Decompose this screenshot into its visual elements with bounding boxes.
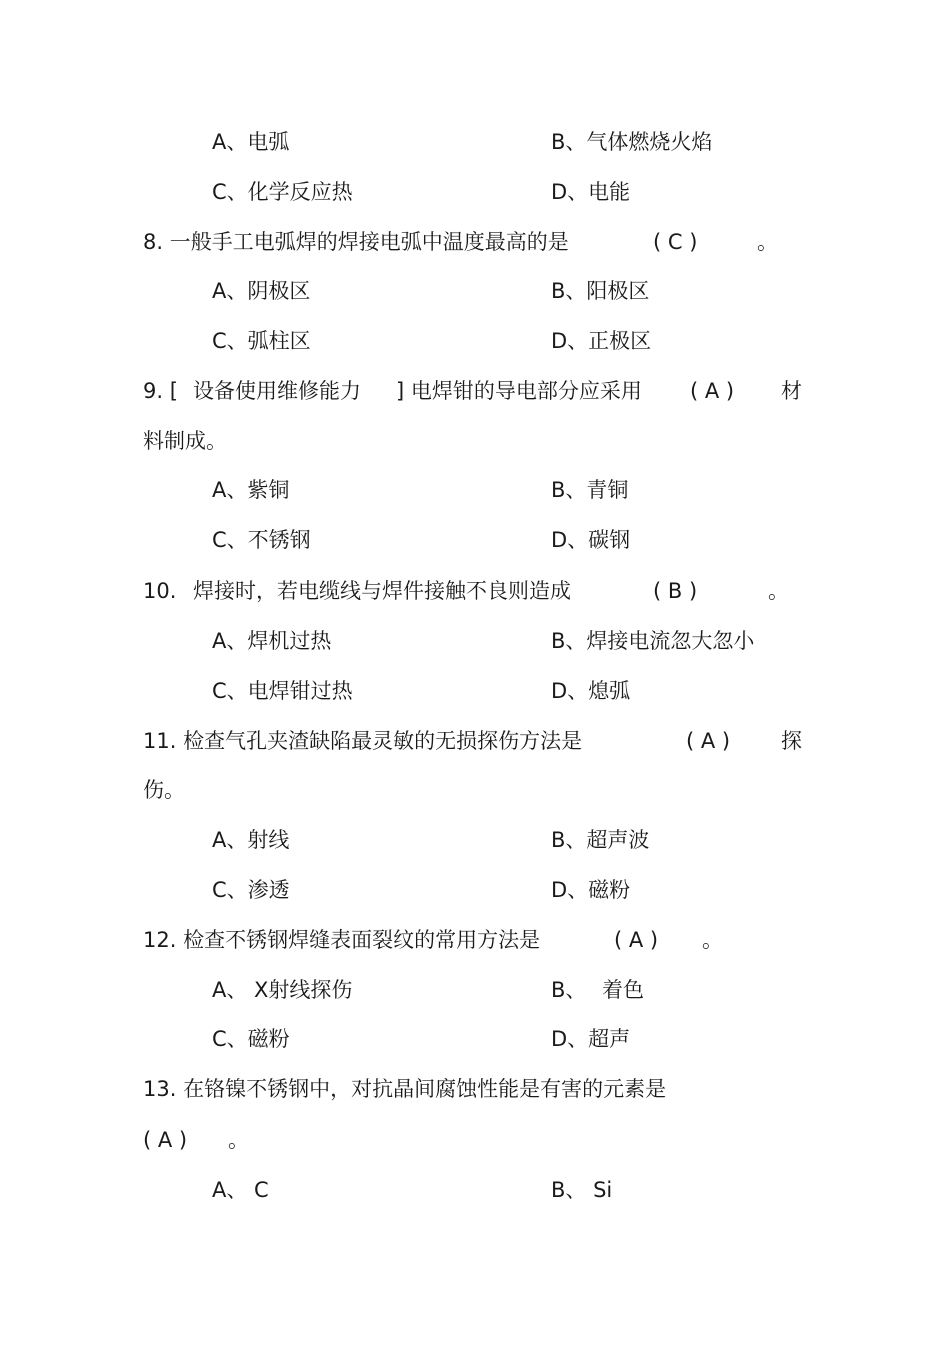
- text-line: 。: [702, 928, 723, 952]
- text-line: C、化学反应热: [212, 180, 353, 204]
- text-line: B、青铜: [551, 478, 629, 502]
- text-line: A、电弧: [212, 130, 290, 154]
- text-line: C、渗透: [212, 878, 290, 902]
- text-line: ] 电焊钳的导电部分应采用: [396, 379, 642, 403]
- text-line: A、紫铜: [212, 478, 290, 502]
- text-line: 13. 在铬镍不锈钢中，对抗晶间腐蚀性能是有害的元素是: [143, 1077, 667, 1101]
- text-line: 料制成。: [143, 429, 227, 453]
- text-line: 9. [: [143, 379, 178, 403]
- text-line: C、电焊钳过热: [212, 679, 353, 703]
- text-line: B、阳极区: [551, 279, 650, 303]
- text-line: B、气体燃烧火焰: [551, 130, 713, 154]
- text-line: ( A ): [614, 928, 659, 952]
- text-line: 8. 一般手工电弧焊的焊接电弧中温度最高的是: [143, 230, 569, 254]
- text-line: B、超声波: [551, 828, 650, 852]
- text-line: D、熄弧: [551, 679, 631, 703]
- text-line: ( A ): [686, 729, 731, 753]
- text-line: 。: [757, 230, 778, 254]
- text-line: 11. 检查气孔夹渣缺陷最灵敏的无损探伤方法是: [143, 729, 583, 753]
- text-line: C、弧柱区: [212, 329, 311, 353]
- text-line: ( C ): [653, 230, 698, 254]
- text-line: A、 X射线探伤: [212, 978, 353, 1002]
- text-line: 着色: [602, 978, 644, 1002]
- text-line: D、电能: [551, 180, 631, 204]
- text-line: B、 Si: [551, 1178, 613, 1202]
- text-line: 焊接时，若电缆线与焊件接触不良则造成: [193, 579, 571, 603]
- text-line: D、磁粉: [551, 878, 631, 902]
- text-line: D、超声: [551, 1027, 631, 1051]
- text-line: 探: [781, 729, 802, 753]
- text-line: ( B ): [653, 579, 698, 603]
- text-line: 。: [228, 1128, 249, 1152]
- text-line: 伤。: [143, 778, 185, 802]
- text-line: ( A ): [690, 379, 735, 403]
- text-line: A、射线: [212, 828, 290, 852]
- text-line: 12. 检查不锈钢焊缝表面裂纹的常用方法是: [143, 928, 541, 952]
- text-line: B、焊接电流忽大忽小: [551, 629, 755, 653]
- text-line: ( A ): [143, 1128, 188, 1152]
- text-line: 。: [768, 579, 789, 603]
- text-line: B、: [551, 978, 587, 1002]
- text-line: A、阴极区: [212, 279, 311, 303]
- text-line: C、磁粉: [212, 1027, 290, 1051]
- text-line: A、 C: [212, 1178, 269, 1202]
- text-line: 设备使用维修能力: [193, 379, 361, 403]
- text-line: A、焊机过热: [212, 629, 332, 653]
- text-line: D、碳钢: [551, 528, 631, 552]
- text-line: C、不锈钢: [212, 528, 311, 552]
- text-line: D、正极区: [551, 329, 652, 353]
- text-line: 10.: [143, 579, 177, 603]
- text-line: 材: [781, 379, 802, 403]
